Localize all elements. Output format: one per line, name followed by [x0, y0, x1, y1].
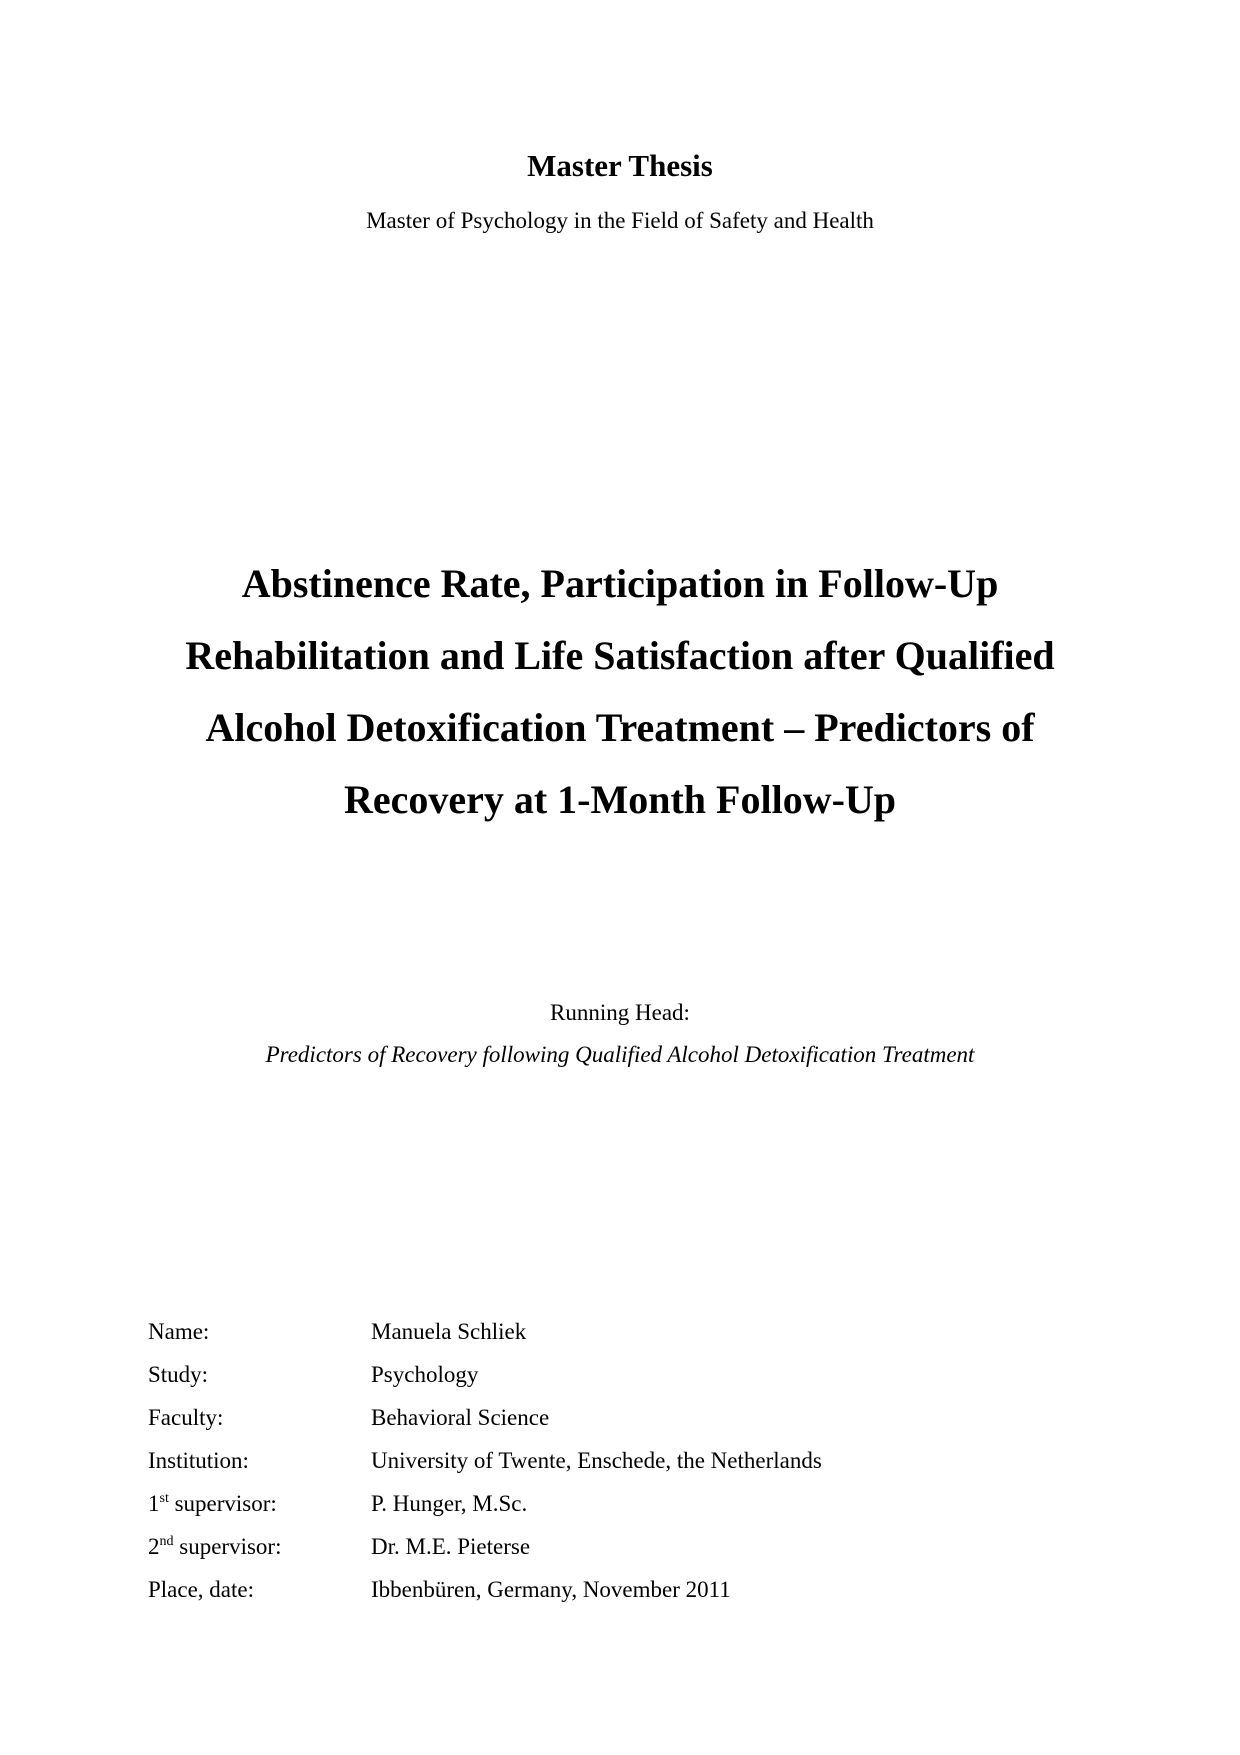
faculty-value: Behavioral Science [371, 1405, 550, 1430]
program-subtitle: Master of Psychology in the Field of Safety and Health [366, 208, 874, 233]
info-row-supervisor-1 [148, 1488, 822, 1531]
supervisor-2-label-text: supervisor: [173, 1534, 282, 1559]
info-row-place-date [148, 1574, 822, 1617]
info-row-study [148, 1359, 822, 1402]
faculty-label: Faculty: [148, 1405, 224, 1430]
info-row-faculty [148, 1402, 822, 1445]
institution-label: Institution: [148, 1448, 249, 1473]
supervisor-1-label [148, 1488, 371, 1531]
title-line-3: Alcohol Detoxification Treatment – Predictors of [205, 705, 1035, 750]
running-head-label: Running Head: [550, 1000, 690, 1025]
title-line-2: Rehabilitation and Life Satisfaction after Qualified [185, 633, 1055, 678]
title-line-4: Recovery at 1-Month Follow-Up [343, 777, 897, 822]
running-head-text: Predictors of Recovery following Qualified Alcohol Detoxification Treatment [265, 1042, 975, 1067]
author-info-table [148, 1316, 822, 1617]
supervisor-1-number: 1 [148, 1491, 160, 1516]
institution-value: University of Twente, Enschede, the Netherlands [371, 1448, 822, 1473]
study-value: Psychology [371, 1362, 479, 1387]
supervisor-1-value: P. Hunger, M.Sc. [371, 1491, 528, 1516]
place-date-label: Place, date: [148, 1577, 255, 1602]
study-label: Study: [148, 1362, 209, 1387]
supervisor-2-label [148, 1531, 371, 1574]
supervisor-1-ordinal: st [159, 1491, 169, 1506]
info-row-name [148, 1316, 822, 1359]
info-row-institution [148, 1445, 822, 1488]
thesis-type-heading: Master Thesis [527, 148, 713, 183]
thesis-title [140, 548, 1100, 836]
supervisor-1-label-text: supervisor: [168, 1491, 277, 1516]
name-value: Manuela Schliek [371, 1319, 527, 1344]
supervisor-2-ordinal: nd [159, 1534, 174, 1549]
supervisor-2-value: Dr. M.E. Pieterse [371, 1534, 531, 1559]
info-row-supervisor-2 [148, 1531, 822, 1574]
place-date-value: Ibbenbüren, Germany, November 2011 [371, 1577, 731, 1602]
supervisor-2-number: 2 [148, 1534, 160, 1559]
name-label: Name: [148, 1319, 210, 1344]
title-line-1: Abstinence Rate, Participation in Follow-Up [241, 561, 999, 606]
